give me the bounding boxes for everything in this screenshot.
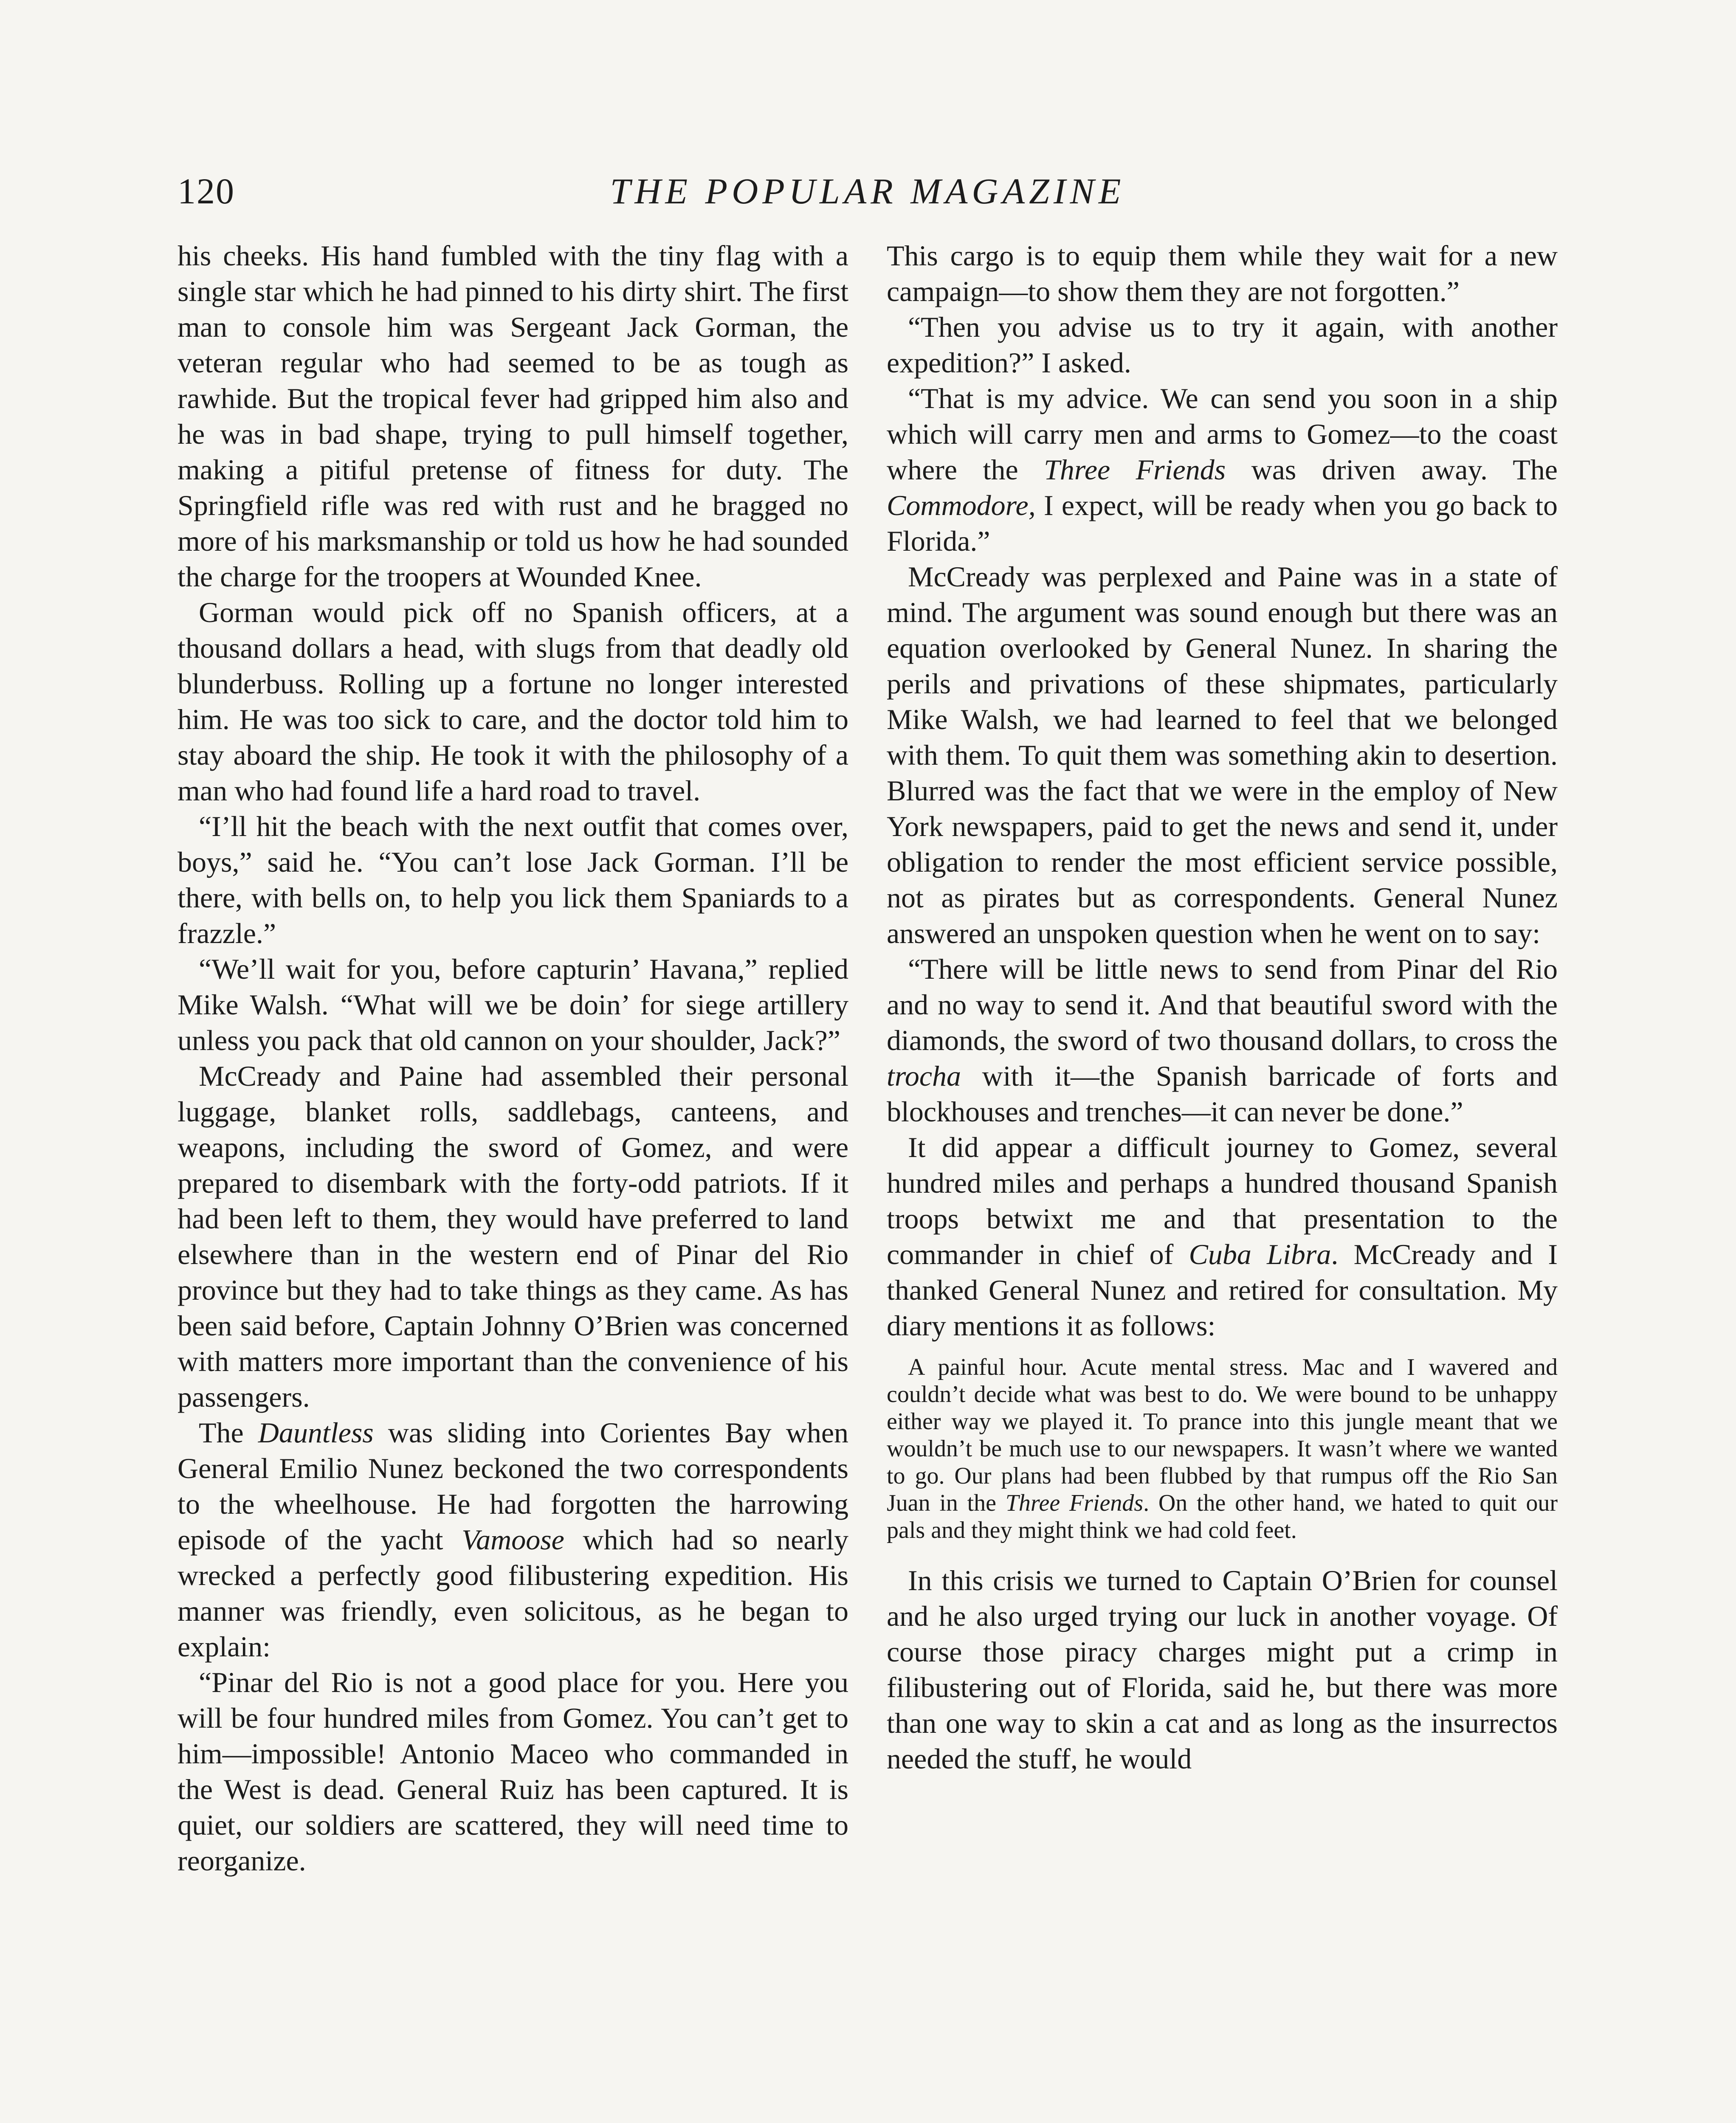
ship-name: Vamoose (462, 1523, 564, 1556)
paragraph: his cheeks. His hand fumbled with the tiny flag with a single star which he had pinned to his dirty shirt. The first man to console him was Sergeant Jack Gorman, the veteran regular who had seemed to be as tough as rawhide. But the tropical fever had gripped him also and he was in bad shape, trying to pull himself together, making a pitiful pretense of fitness for duty. The Springfield rifle was red with rust and he bragged no more of his marksmanship or told us how he had sounded the charge for the troopers at Wounded Knee. (178, 239, 848, 593)
text-run: with it—the Spanish barricade of forts and blockhouses and trenches—it can never be done.” (887, 1060, 1558, 1128)
paragraph: “Then you advise us to try it again, with another expedition?” I asked. (887, 311, 1558, 379)
text-run: “There will be little news to send from Pinar del Rio and no way to send it. And that beautiful sword with the diamonds, the sword of two thousand dollars, to cross the (887, 953, 1558, 1056)
paragraph (887, 951, 1558, 1129)
italic-term: trocha (887, 1060, 961, 1092)
text-run: A painful hour. Acute mental stress. Mac and I wavered and couldn’t decide what was best to do. We were bound to be unhappy either way we played it. To prance into this jungle meant that we wouldn’t be much use to our newspapers. It wasn’t where we wanted to go. Our plans had been flubbed by that rumpus off the Rio San Juan in the (887, 1354, 1558, 1516)
paragraph: This cargo is to equip them while they wait for a new campaign—to show them they are not forgotten.” (887, 239, 1558, 307)
paragraph (178, 1415, 848, 1664)
text-run: “That is my advice. We can send you soon in a ship which will carry men and arms to Gomez—to the coast where the (887, 382, 1558, 486)
left-column (178, 238, 848, 1878)
ship-name: Three Friends (1044, 453, 1226, 486)
paragraph: McCready was perplexed and Paine was in a state of mind. The argument was sound enough but there was an equation overlooked by General Nunez. In sharing the perils and privations of these shipmates, particularly Mike Walsh, we had learned to feel that we belonged with them. To quit them was something akin to desertion. Blurred was the fact that we were in the employ of New York newspapers, paid to get the news and send it, under obligation to render the most efficient service possible, not as pirates but as correspondents. General Nunez answered an unspoken question when he went on to say: (887, 560, 1558, 949)
text-run: was sliding into Corientes Bay when General Emilio Nunez beckoned the two correspondents to the wheelhouse. He had forgotten the harrowing episode of the yacht (178, 1416, 848, 1556)
paragraph: Gorman would pick off no Spanish officers, at a thousand dollars a head, with slugs from that deadly old blunderbuss. Rolling up a fortune no longer interested him. He was too sick to care, and the doctor told him to stay aboard the ship. He took it with the philosophy of a man who had found life a hard road to travel. (178, 596, 848, 807)
page-number: 120 (178, 171, 235, 211)
paragraph (887, 380, 1558, 559)
text-run: was driven away. The (1226, 453, 1558, 486)
text-run: . On the other hand, we hated to quit our pals and they might think we had cold feet. (887, 1490, 1558, 1543)
diary-excerpt (887, 1354, 1558, 1544)
text-run: I expect, will be ready when you go back to Florida.” (887, 489, 1558, 557)
italic-term: Cuba Libra (1189, 1238, 1331, 1270)
page-header (178, 170, 1558, 221)
text-run: The (199, 1416, 258, 1449)
ship-name: Commodore, (887, 489, 1036, 521)
running-title: THE POPULAR MAGAZINE (610, 171, 1125, 211)
text-run: which had so nearly wrecked a perfectly good filibustering expedition. His manner was friendly, even solicitous, as he began to explain: (178, 1523, 848, 1663)
ship-name: Dauntless (258, 1416, 374, 1449)
ship-name: Three Friends (1005, 1490, 1144, 1516)
right-column (887, 238, 1558, 1777)
paragraph: “Pinar del Rio is not a good place for you. Here you will be four hundred miles from Gomez. You can’t get to him—impossible! Antonio Maceo who commanded in the West is dead. General Ruiz has been captured. It is quiet, our soldiers are scattered, they will need time to reorganize. (178, 1666, 848, 1877)
paragraph (887, 1129, 1558, 1343)
text-run: . McCready and I thanked General Nunez and retired for consultation. My diary mentions it as follows: (887, 1238, 1558, 1342)
paragraph: In this crisis we turned to Captain O’Brien for counsel and he also urged trying our luck in another voyage. Of course those piracy charges might put a crimp in filibustering out of Florida, said he, but there was more than one way to skin a cat and as long as the insurrectos needed the stuff, he would (887, 1564, 1558, 1775)
paragraph: McCready and Paine had assembled their personal luggage, blanket rolls, saddlebags, canteens, and weapons, including the sword of Gomez, and were prepared to disembark with the forty-odd patriots. If it had been left to them, they would have preferred to land elsewhere than in the western end of Pinar del Rio province but they had to take things as they came. As has been said before, Captain Johnny O’Brien was concerned with matters more important than the convenience of his passengers. (178, 1060, 848, 1413)
paragraph: “We’ll wait for you, before capturin’ Havana,” replied Mike Walsh. “What will we be doin’ for siege artillery unless you pack that old cannon on your shoulder, Jack?” (178, 953, 848, 1056)
paragraph: “I’ll hit the beach with the next outfit that comes over, boys,” said he. “You can’t lose Jack Gorman. I’ll be there, with bells on, to help you lick them Spaniards to a frazzle.” (178, 810, 848, 949)
text-run: It did appear a difficult journey to Gomez, several hundred miles and perhaps a hundred thousand Spanish troops betwixt me and that presentation to the commander in chief of (887, 1131, 1558, 1270)
